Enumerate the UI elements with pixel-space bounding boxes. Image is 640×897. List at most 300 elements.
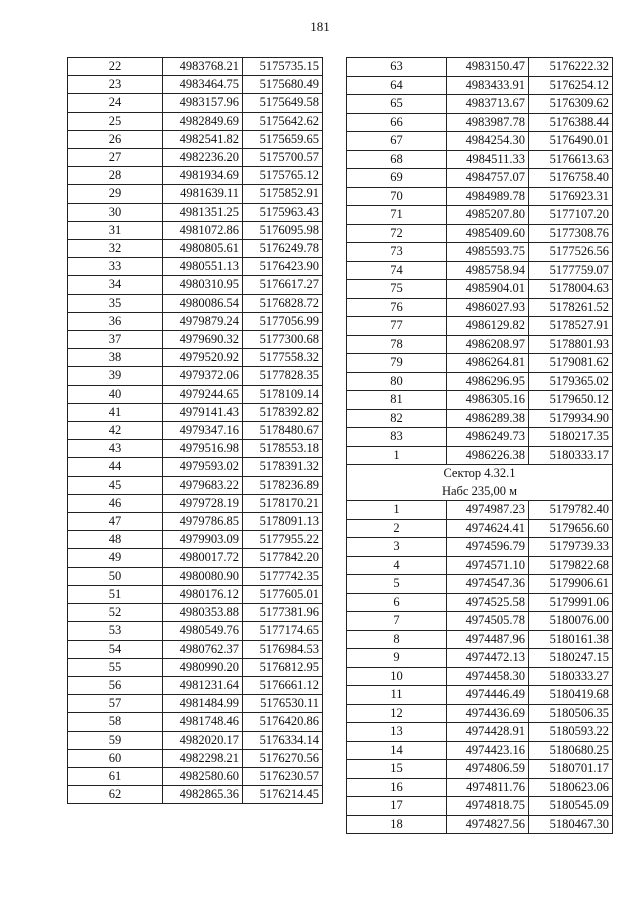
y-coordinate-cell: 5176661.12: [243, 676, 323, 694]
y-coordinate-cell: 5177842.20: [243, 549, 323, 567]
x-coordinate-cell: 4981231.64: [163, 676, 243, 694]
y-coordinate-cell: 5177742.35: [243, 567, 323, 585]
y-coordinate-cell: 5176095.98: [243, 221, 323, 239]
point-number-cell: 11: [347, 686, 447, 705]
table-row: [347, 335, 613, 354]
point-number-cell: 31: [68, 221, 163, 239]
table-row: [68, 349, 323, 367]
x-coordinate-cell: 4979879.24: [163, 312, 243, 330]
y-coordinate-cell: 5177828.35: [243, 367, 323, 385]
table-row: [347, 612, 613, 631]
y-coordinate-cell: 5178392.82: [243, 403, 323, 421]
x-coordinate-cell: 4980805.61: [163, 240, 243, 258]
x-coordinate-cell: 4984757.07: [447, 169, 529, 188]
table-row: [347, 113, 613, 132]
point-number-cell: 76: [347, 298, 447, 317]
y-coordinate-cell: 5179365.02: [529, 372, 613, 391]
section-header-row: [347, 465, 613, 501]
x-coordinate-cell: 4982849.69: [163, 112, 243, 130]
table-row: [68, 258, 323, 276]
table-row: [347, 686, 613, 705]
coordinates-table-left-body: [68, 58, 323, 804]
point-number-cell: 28: [68, 167, 163, 185]
table-row: [68, 276, 323, 294]
y-coordinate-cell: 5176334.14: [243, 731, 323, 749]
point-number-cell: 37: [68, 331, 163, 349]
point-number-cell: 71: [347, 206, 447, 225]
y-coordinate-cell: 5176230.57: [243, 767, 323, 785]
table-row: [347, 556, 613, 575]
y-coordinate-cell: 5176984.53: [243, 640, 323, 658]
y-coordinate-cell: 5180593.22: [529, 723, 613, 742]
table-row: [347, 132, 613, 151]
x-coordinate-cell: 4982020.17: [163, 731, 243, 749]
point-number-cell: 17: [347, 797, 447, 816]
point-number-cell: 74: [347, 261, 447, 280]
table-row: [68, 221, 323, 239]
table-row: [347, 243, 613, 262]
point-number-cell: 83: [347, 428, 447, 447]
table-row: [68, 422, 323, 440]
x-coordinate-cell: 4974806.59: [447, 760, 529, 779]
x-coordinate-cell: 4974446.49: [447, 686, 529, 705]
x-coordinate-cell: 4979244.65: [163, 385, 243, 403]
y-coordinate-cell: 5180247.15: [529, 649, 613, 668]
point-number-cell: 44: [68, 458, 163, 476]
table-row: [68, 567, 323, 585]
table-row: [68, 312, 323, 330]
x-coordinate-cell: 4979520.92: [163, 349, 243, 367]
y-coordinate-cell: 5178170.21: [243, 494, 323, 512]
x-coordinate-cell: 4983987.78: [447, 113, 529, 132]
y-coordinate-cell: 5179739.33: [529, 538, 613, 557]
point-number-cell: 18: [347, 815, 447, 834]
coordinates-table-right: [346, 57, 613, 834]
point-number-cell: 70: [347, 187, 447, 206]
x-coordinate-cell: 4974987.23: [447, 501, 529, 520]
y-coordinate-cell: 5176214.45: [243, 786, 323, 804]
y-coordinate-cell: 5176613.63: [529, 150, 613, 169]
table-row: [68, 494, 323, 512]
coordinates-table-left: [67, 57, 323, 804]
table-row: [68, 240, 323, 258]
point-number-cell: 15: [347, 760, 447, 779]
y-coordinate-cell: 5176270.56: [243, 749, 323, 767]
point-number-cell: 30: [68, 203, 163, 221]
table-row: [347, 261, 613, 280]
x-coordinate-cell: 4981639.11: [163, 185, 243, 203]
table-row: [347, 519, 613, 538]
y-coordinate-cell: 5175659.65: [243, 130, 323, 148]
x-coordinate-cell: 4986264.81: [447, 354, 529, 373]
x-coordinate-cell: 4986208.97: [447, 335, 529, 354]
y-coordinate-cell: 5179934.90: [529, 409, 613, 428]
point-number-cell: 57: [68, 695, 163, 713]
point-number-cell: 34: [68, 276, 163, 294]
y-coordinate-cell: 5179656.60: [529, 519, 613, 538]
x-coordinate-cell: 4982580.60: [163, 767, 243, 785]
coordinates-table-right-body-b: [347, 501, 613, 834]
y-coordinate-cell: 5175642.62: [243, 112, 323, 130]
table-row: [68, 331, 323, 349]
section-header-cell: [347, 465, 613, 501]
y-coordinate-cell: 5178527.91: [529, 317, 613, 336]
point-number-cell: 33: [68, 258, 163, 276]
table-row: [68, 713, 323, 731]
table-row: [347, 150, 613, 169]
point-number-cell: 52: [68, 604, 163, 622]
table-row: [347, 446, 613, 465]
point-number-cell: 5: [347, 575, 447, 594]
page-number: 181: [310, 19, 330, 34]
y-coordinate-cell: 5176420.86: [243, 713, 323, 731]
point-number-cell: 8: [347, 630, 447, 649]
table-row: [68, 476, 323, 494]
y-coordinate-cell: 5178553.18: [243, 440, 323, 458]
y-coordinate-cell: 5178480.67: [243, 422, 323, 440]
y-coordinate-cell: 5177558.32: [243, 349, 323, 367]
table-row: [68, 403, 323, 421]
x-coordinate-cell: 4974436.69: [447, 704, 529, 723]
x-coordinate-cell: 4979372.06: [163, 367, 243, 385]
table-row: [347, 501, 613, 520]
x-coordinate-cell: 4986305.16: [447, 391, 529, 410]
point-number-cell: 59: [68, 731, 163, 749]
point-number-cell: 67: [347, 132, 447, 151]
y-coordinate-cell: 5180333.27: [529, 667, 613, 686]
table-row: [347, 538, 613, 557]
point-number-cell: 56: [68, 676, 163, 694]
y-coordinate-cell: 5176388.44: [529, 113, 613, 132]
point-number-cell: 32: [68, 240, 163, 258]
table-row: [347, 224, 613, 243]
table-row: [347, 649, 613, 668]
x-coordinate-cell: 4979728.19: [163, 494, 243, 512]
point-number-cell: 4: [347, 556, 447, 575]
y-coordinate-cell: 5175963.43: [243, 203, 323, 221]
x-coordinate-cell: 4980017.72: [163, 549, 243, 567]
y-coordinate-cell: 5180506.35: [529, 704, 613, 723]
table-row: [68, 185, 323, 203]
point-number-cell: 29: [68, 185, 163, 203]
point-number-cell: 6: [347, 593, 447, 612]
x-coordinate-cell: 4974811.76: [447, 778, 529, 797]
table-row: [68, 513, 323, 531]
table-row: [347, 741, 613, 760]
y-coordinate-cell: 5176249.78: [243, 240, 323, 258]
point-number-cell: 65: [347, 95, 447, 114]
table-row: [68, 731, 323, 749]
y-coordinate-cell: 5179991.06: [529, 593, 613, 612]
table-row: [68, 604, 323, 622]
section-subtitle: Набс 235,00 м: [441, 483, 518, 498]
point-number-cell: 40: [68, 385, 163, 403]
point-number-cell: 10: [347, 667, 447, 686]
point-number-cell: 38: [68, 349, 163, 367]
y-coordinate-cell: 5177300.68: [243, 331, 323, 349]
x-coordinate-cell: 4982236.20: [163, 149, 243, 167]
table-row: [347, 169, 613, 188]
x-coordinate-cell: 4974487.96: [447, 630, 529, 649]
y-coordinate-cell: 5175765.12: [243, 167, 323, 185]
y-coordinate-cell: 5178801.93: [529, 335, 613, 354]
x-coordinate-cell: 4984989.78: [447, 187, 529, 206]
table-row: [68, 549, 323, 567]
x-coordinate-cell: 4974827.56: [447, 815, 529, 834]
table-row: [347, 206, 613, 225]
x-coordinate-cell: 4980176.12: [163, 585, 243, 603]
x-coordinate-cell: 4986226.38: [447, 446, 529, 465]
table-row: [347, 280, 613, 299]
y-coordinate-cell: 5176617.27: [243, 276, 323, 294]
x-coordinate-cell: 4980080.90: [163, 567, 243, 585]
point-number-cell: 1: [347, 501, 447, 520]
x-coordinate-cell: 4980353.88: [163, 604, 243, 622]
y-coordinate-cell: 5179782.40: [529, 501, 613, 520]
y-coordinate-cell: 5176423.90: [243, 258, 323, 276]
y-coordinate-cell: 5177107.20: [529, 206, 613, 225]
y-coordinate-cell: 5176812.95: [243, 658, 323, 676]
point-number-cell: 27: [68, 149, 163, 167]
y-coordinate-cell: 5177759.07: [529, 261, 613, 280]
section-title: Сектор 4.32.1: [443, 466, 516, 480]
point-number-cell: 25: [68, 112, 163, 130]
point-number-cell: 69: [347, 169, 447, 188]
point-number-cell: 77: [347, 317, 447, 336]
table-row: [68, 367, 323, 385]
table-row: [347, 298, 613, 317]
x-coordinate-cell: 4981072.86: [163, 221, 243, 239]
point-number-cell: 48: [68, 531, 163, 549]
y-coordinate-cell: 5180680.25: [529, 741, 613, 760]
y-coordinate-cell: 5176828.72: [243, 294, 323, 312]
x-coordinate-cell: 4986129.82: [447, 317, 529, 336]
point-number-cell: 16: [347, 778, 447, 797]
point-number-cell: 46: [68, 494, 163, 512]
coordinates-table-right-body-a: [347, 58, 613, 465]
x-coordinate-cell: 4985409.60: [447, 224, 529, 243]
point-number-cell: 1: [347, 446, 447, 465]
table-row: [347, 760, 613, 779]
x-coordinate-cell: 4980762.37: [163, 640, 243, 658]
y-coordinate-cell: 5177174.65: [243, 622, 323, 640]
table-row: [347, 317, 613, 336]
point-number-cell: 79: [347, 354, 447, 373]
x-coordinate-cell: 4980549.76: [163, 622, 243, 640]
y-coordinate-cell: 5178004.63: [529, 280, 613, 299]
point-number-cell: 12: [347, 704, 447, 723]
x-coordinate-cell: 4986027.93: [447, 298, 529, 317]
x-coordinate-cell: 4980551.13: [163, 258, 243, 276]
point-number-cell: 80: [347, 372, 447, 391]
table-row: [347, 723, 613, 742]
y-coordinate-cell: 5178236.89: [243, 476, 323, 494]
y-coordinate-cell: 5177955.22: [243, 531, 323, 549]
y-coordinate-cell: 5180701.17: [529, 760, 613, 779]
y-coordinate-cell: 5179822.68: [529, 556, 613, 575]
point-number-cell: 22: [68, 58, 163, 76]
y-coordinate-cell: 5180623.06: [529, 778, 613, 797]
table-row: [347, 704, 613, 723]
table-row: [68, 94, 323, 112]
table-row: [68, 149, 323, 167]
point-number-cell: 54: [68, 640, 163, 658]
table-row: [68, 622, 323, 640]
y-coordinate-cell: 5177381.96: [243, 604, 323, 622]
y-coordinate-cell: 5180333.17: [529, 446, 613, 465]
table-row: [68, 531, 323, 549]
table-row: [347, 667, 613, 686]
y-coordinate-cell: 5178391.32: [243, 458, 323, 476]
table-row: [68, 203, 323, 221]
table-row: [68, 58, 323, 76]
x-coordinate-cell: 4974472.13: [447, 649, 529, 668]
table-row: [68, 167, 323, 185]
y-coordinate-cell: 5177605.01: [243, 585, 323, 603]
x-coordinate-cell: 4986296.95: [447, 372, 529, 391]
point-number-cell: 35: [68, 294, 163, 312]
x-coordinate-cell: 4974458.30: [447, 667, 529, 686]
table-row: [347, 95, 613, 114]
x-coordinate-cell: 4974525.58: [447, 593, 529, 612]
x-coordinate-cell: 4986249.73: [447, 428, 529, 447]
table-row: [68, 676, 323, 694]
x-coordinate-cell: 4974571.10: [447, 556, 529, 575]
table-row: [68, 640, 323, 658]
point-number-cell: 58: [68, 713, 163, 731]
x-coordinate-cell: 4980990.20: [163, 658, 243, 676]
point-number-cell: 82: [347, 409, 447, 428]
y-coordinate-cell: 5179650.12: [529, 391, 613, 410]
point-number-cell: 3: [347, 538, 447, 557]
y-coordinate-cell: 5175700.57: [243, 149, 323, 167]
point-number-cell: 78: [347, 335, 447, 354]
y-coordinate-cell: 5179906.61: [529, 575, 613, 594]
table-row: [347, 593, 613, 612]
table-row: [347, 630, 613, 649]
table-row: [347, 815, 613, 834]
y-coordinate-cell: 5176490.01: [529, 132, 613, 151]
y-coordinate-cell: 5176254.12: [529, 76, 613, 95]
x-coordinate-cell: 4984254.30: [447, 132, 529, 151]
x-coordinate-cell: 4983150.47: [447, 58, 529, 77]
point-number-cell: 47: [68, 513, 163, 531]
point-number-cell: 64: [347, 76, 447, 95]
x-coordinate-cell: 4979516.98: [163, 440, 243, 458]
point-number-cell: 60: [68, 749, 163, 767]
y-coordinate-cell: 5177526.56: [529, 243, 613, 262]
point-number-cell: 81: [347, 391, 447, 410]
table-row: [68, 76, 323, 94]
y-coordinate-cell: 5180419.68: [529, 686, 613, 705]
table-row: [347, 428, 613, 447]
x-coordinate-cell: 4982865.36: [163, 786, 243, 804]
x-coordinate-cell: 4974596.79: [447, 538, 529, 557]
table-row: [68, 440, 323, 458]
table-row: [347, 575, 613, 594]
x-coordinate-cell: 4985758.94: [447, 261, 529, 280]
x-coordinate-cell: 4981934.69: [163, 167, 243, 185]
x-coordinate-cell: 4979690.32: [163, 331, 243, 349]
x-coordinate-cell: 4979141.43: [163, 403, 243, 421]
point-number-cell: 36: [68, 312, 163, 330]
table-row: [347, 58, 613, 77]
x-coordinate-cell: 4981748.46: [163, 713, 243, 731]
x-coordinate-cell: 4983713.67: [447, 95, 529, 114]
x-coordinate-cell: 4983768.21: [163, 58, 243, 76]
point-number-cell: 39: [68, 367, 163, 385]
point-number-cell: 51: [68, 585, 163, 603]
point-number-cell: 7: [347, 612, 447, 631]
y-coordinate-cell: 5179081.62: [529, 354, 613, 373]
point-number-cell: 55: [68, 658, 163, 676]
x-coordinate-cell: 4985207.80: [447, 206, 529, 225]
table-row: [68, 585, 323, 603]
table-row: [68, 112, 323, 130]
y-coordinate-cell: 5175735.15: [243, 58, 323, 76]
table-row: [68, 658, 323, 676]
x-coordinate-cell: 4974423.16: [447, 741, 529, 760]
y-coordinate-cell: 5175680.49: [243, 76, 323, 94]
table-row: [68, 294, 323, 312]
y-coordinate-cell: 5175852.91: [243, 185, 323, 203]
table-row: [347, 372, 613, 391]
x-coordinate-cell: 4985593.75: [447, 243, 529, 262]
x-coordinate-cell: 4979347.16: [163, 422, 243, 440]
table-row: [68, 786, 323, 804]
point-number-cell: 14: [347, 741, 447, 760]
point-number-cell: 72: [347, 224, 447, 243]
point-number-cell: 75: [347, 280, 447, 299]
table-row: [347, 778, 613, 797]
y-coordinate-cell: 5175649.58: [243, 94, 323, 112]
x-coordinate-cell: 4984511.33: [447, 150, 529, 169]
table-row: [347, 76, 613, 95]
section-header-group: [347, 465, 613, 501]
point-number-cell: 53: [68, 622, 163, 640]
x-coordinate-cell: 4980086.54: [163, 294, 243, 312]
point-number-cell: 23: [68, 76, 163, 94]
x-coordinate-cell: 4979683.22: [163, 476, 243, 494]
x-coordinate-cell: 4974818.75: [447, 797, 529, 816]
point-number-cell: 49: [68, 549, 163, 567]
table-row: [68, 385, 323, 403]
point-number-cell: 9: [347, 649, 447, 668]
x-coordinate-cell: 4979593.02: [163, 458, 243, 476]
table-row: [347, 391, 613, 410]
table-row: [347, 354, 613, 373]
table-row: [347, 409, 613, 428]
point-number-cell: 42: [68, 422, 163, 440]
x-coordinate-cell: 4983433.91: [447, 76, 529, 95]
y-coordinate-cell: 5180076.00: [529, 612, 613, 631]
x-coordinate-cell: 4979786.85: [163, 513, 243, 531]
x-coordinate-cell: 4979903.09: [163, 531, 243, 549]
x-coordinate-cell: 4974505.78: [447, 612, 529, 631]
x-coordinate-cell: 4983464.75: [163, 76, 243, 94]
x-coordinate-cell: 4982541.82: [163, 130, 243, 148]
y-coordinate-cell: 5176923.31: [529, 187, 613, 206]
y-coordinate-cell: 5178091.13: [243, 513, 323, 531]
point-number-cell: 13: [347, 723, 447, 742]
y-coordinate-cell: 5178109.14: [243, 385, 323, 403]
x-coordinate-cell: 4974428.91: [447, 723, 529, 742]
y-coordinate-cell: 5177056.99: [243, 312, 323, 330]
point-number-cell: 50: [68, 567, 163, 585]
point-number-cell: 24: [68, 94, 163, 112]
point-number-cell: 63: [347, 58, 447, 77]
point-number-cell: 45: [68, 476, 163, 494]
